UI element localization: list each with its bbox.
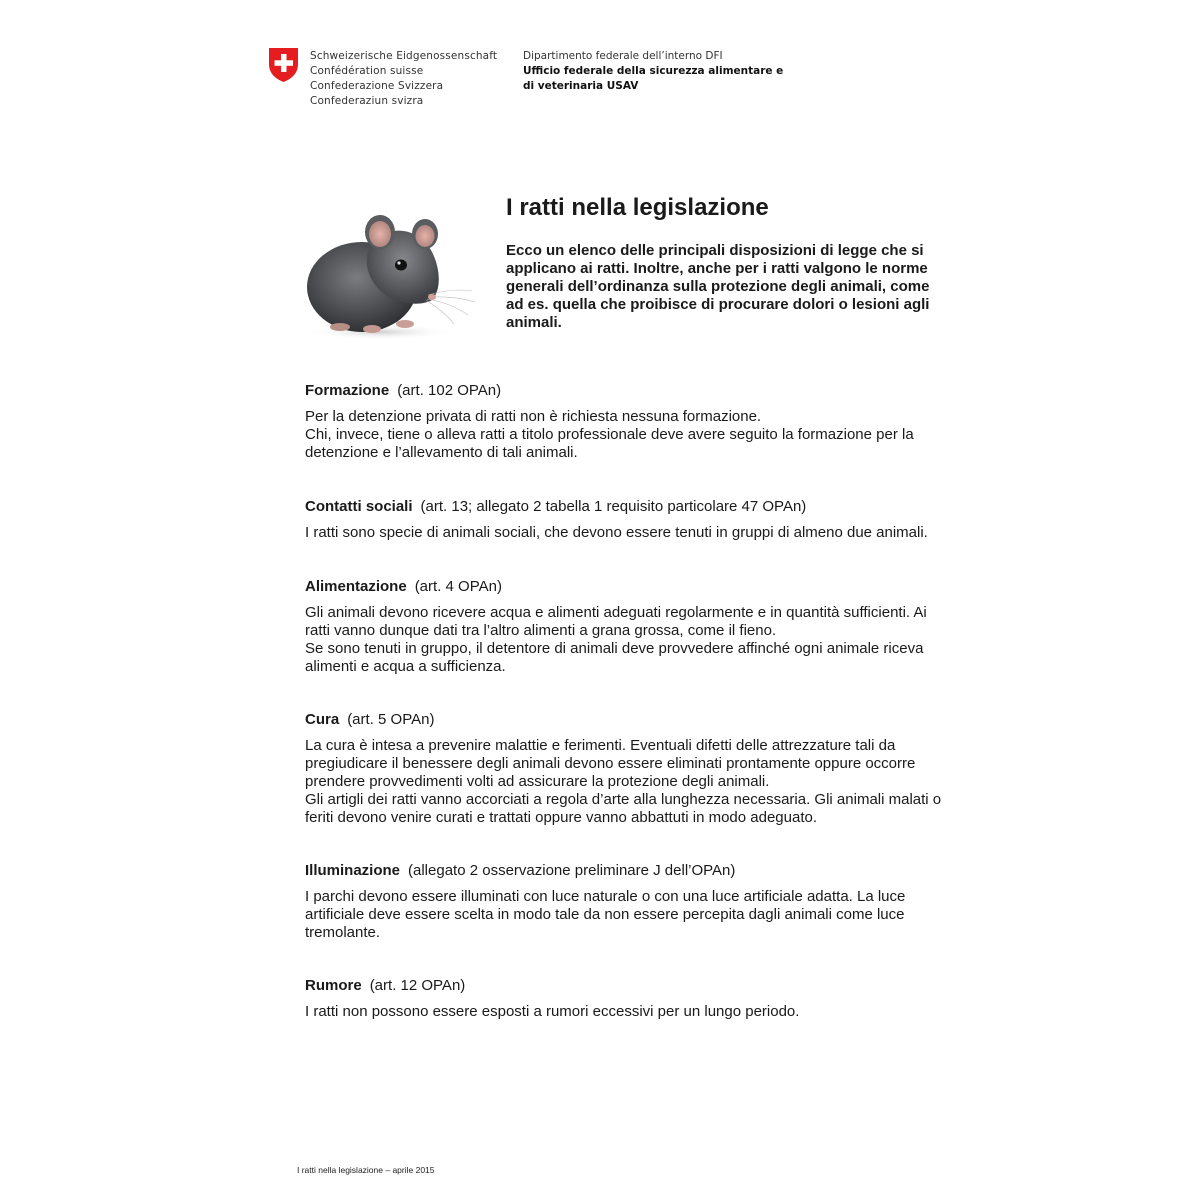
section-paragraph: I parchi devono essere illuminati con luce naturale o con una luce artificiale adatta. La luce artificiale deve essere scelta in modo tale da non essere percepita dagli animali come luce tremolante. <box>305 888 906 941</box>
section-body <box>305 888 945 942</box>
page-title: I ratti nella legislazione <box>506 194 769 221</box>
section-reference: (art. 13; allegato 2 tabella 1 requisito particolare 47 OPAn) <box>420 498 807 515</box>
section-heading <box>305 578 945 596</box>
department-block <box>523 49 783 94</box>
section-paragraph: Gli artigli dei ratti vanno accorciati a regola d’arte alla lunghezza necessaria. Gli animali malati o feriti devono venire curati e trattati oppure vanno abbattuti in modo adeguato. <box>305 791 942 826</box>
section-title: Formazione <box>305 382 390 399</box>
section-heading <box>305 862 945 880</box>
section-reference: (art. 5 OPAn) <box>347 711 435 728</box>
section-reference: (allegato 2 osservazione preliminare J dell’OPAn) <box>408 862 736 879</box>
rat-image <box>300 192 480 342</box>
intro-paragraph: Ecco un elenco delle principali disposizioni di legge che si applicano ai ratti. Inoltre, anche per i ratti valgono le norme generali dell’ordinanza sulla protezione degli animali, come ad es. quella che proibisce di procurare dolori o lesioni agli animali. <box>506 242 930 331</box>
office-name-line-1: Ufficio federale della sicurezza alimentare e <box>523 65 784 77</box>
section-paragraph: Gli animali devono ricevere acqua e alimenti adeguati regolarmente e in quantità sufficienti. Ai ratti vanno dunque dati tra l’altro alimenti a grana grossa, come il fieno. <box>305 604 927 639</box>
section-reference: (art. 12 OPAn) <box>369 977 466 994</box>
section-illuminazione <box>305 862 945 942</box>
section-rumore <box>305 977 945 1021</box>
section-heading <box>305 382 945 400</box>
section-reference: (art. 4 OPAn) <box>414 578 502 595</box>
section-body <box>305 408 945 462</box>
section-paragraph: La cura è intesa a prevenire malattie e ferimenti. Eventuali difetti delle attrezzature tali da pregiudicare il benessere degli animali devono essere eliminati prontamente oppure occorre prendere provvedimenti volti ad assicurare la protezione degli animali. <box>305 737 916 790</box>
section-body <box>305 737 945 827</box>
letterhead <box>268 47 968 117</box>
confederation-name-fr: Confédération suisse <box>310 65 424 77</box>
section-title: Illuminazione <box>305 862 401 879</box>
section-heading <box>305 498 945 516</box>
section-paragraph: Se sono tenuti in gruppo, il detentore di animali deve provvedere affinché ogni animale riceva alimenti e acqua a sufficienza. <box>305 640 924 675</box>
confederation-name-de: Schweizerische Eidgenossenschaft <box>310 50 498 62</box>
confederation-name-it: Confederazione Svizzera <box>310 80 444 92</box>
section-alimentazione <box>305 578 945 676</box>
section-paragraph: Chi, invece, tiene o alleva ratti a titolo professionale deve avere seguito la formazione per la detenzione e l’allevamento di tali animali. <box>305 426 914 461</box>
section-contatti-sociali <box>305 498 945 542</box>
section-body <box>305 524 945 542</box>
section-heading <box>305 977 945 995</box>
section-title: Rumore <box>305 977 362 994</box>
section-paragraph: I ratti sono specie di animali sociali, che devono essere tenuti in gruppi di almeno due animali. <box>305 524 928 541</box>
confederation-names <box>310 49 497 109</box>
section-body <box>305 1003 945 1021</box>
section-formazione <box>305 382 945 462</box>
page-footer: I ratti nella legislazione – aprile 2015 <box>297 1165 435 1175</box>
confederation-name-rm: Confederaziun svizra <box>310 95 424 107</box>
section-cura <box>305 711 945 827</box>
office-name-line-2: di veterinaria USAV <box>523 80 639 92</box>
section-title: Alimentazione <box>305 578 407 595</box>
department-name: Dipartimento federale dell’interno DFI <box>523 50 723 62</box>
section-title: Cura <box>305 711 340 728</box>
section-reference: (art. 102 OPAn) <box>397 382 502 399</box>
swiss-crest-icon <box>268 47 299 83</box>
section-paragraph: I ratti non possono essere esposti a rumori eccessivi per un lungo periodo. <box>305 1003 800 1020</box>
section-paragraph: Per la detenzione privata di ratti non è richiesta nessuna formazione. <box>305 408 762 425</box>
section-title: Contatti sociali <box>305 498 413 515</box>
section-body <box>305 604 945 676</box>
section-heading <box>305 711 945 729</box>
